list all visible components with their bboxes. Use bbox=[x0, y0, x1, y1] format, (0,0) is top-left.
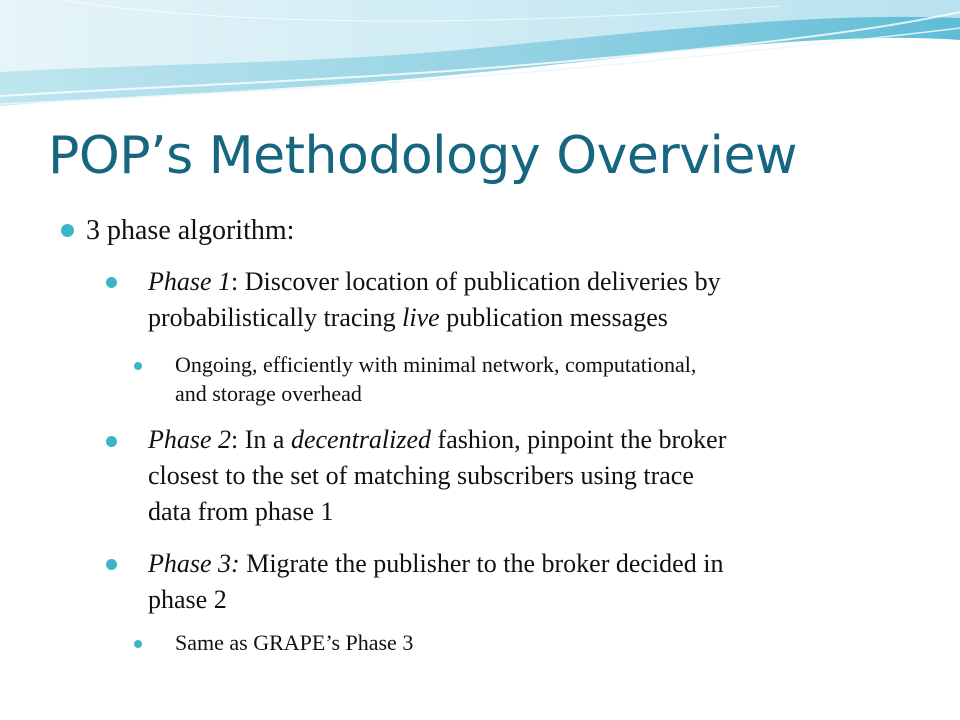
slide-title: POP’s Methodology Overview bbox=[48, 126, 798, 186]
bullet-dot bbox=[134, 640, 142, 648]
phase2-text: fashion, pinpoint the broker bbox=[431, 425, 727, 454]
phase2-line3: data from phase 1 bbox=[148, 497, 334, 526]
phase3-subbullet: Same as GRAPE’s Phase 3 bbox=[175, 630, 414, 655]
phase2-line2: closest to the set of matching subscribers using trace bbox=[148, 461, 694, 490]
phase2-text: : In a bbox=[231, 425, 291, 454]
phase1-text: publication messages bbox=[439, 303, 668, 332]
phase3-text: Migrate the publisher to the broker decided in bbox=[239, 549, 724, 578]
bullet-dot bbox=[61, 224, 74, 237]
phase3-label: Phase 3: bbox=[148, 549, 240, 578]
phase1-text: : Discover location of publication deliveries by bbox=[231, 267, 721, 296]
bullet-dot bbox=[106, 277, 117, 288]
phase1-subbullet-line2: and storage overhead bbox=[175, 381, 362, 406]
phase1-text: probabilistically tracing bbox=[148, 303, 403, 332]
phase1-line1 bbox=[148, 264, 721, 300]
phase1-subbullet-line1: Ongoing, efficiently with minimal network, computational, bbox=[175, 352, 697, 377]
bullet-main: 3 phase algorithm: bbox=[86, 215, 295, 246]
phase1-line2 bbox=[148, 300, 668, 336]
bullet-dot bbox=[106, 436, 117, 447]
phase3-line1 bbox=[148, 546, 723, 582]
phase1-label: Phase 1 bbox=[148, 267, 232, 296]
phase2-label: Phase 2 bbox=[148, 425, 232, 454]
phase2-italic: decentralized bbox=[290, 425, 432, 454]
phase2-line1 bbox=[148, 422, 726, 458]
header-wave-decoration bbox=[0, 0, 960, 120]
phase3-line2: phase 2 bbox=[148, 585, 227, 614]
bullet-dot bbox=[134, 362, 142, 370]
bullet-dot bbox=[106, 559, 117, 570]
phase1-italic: live bbox=[402, 303, 440, 332]
